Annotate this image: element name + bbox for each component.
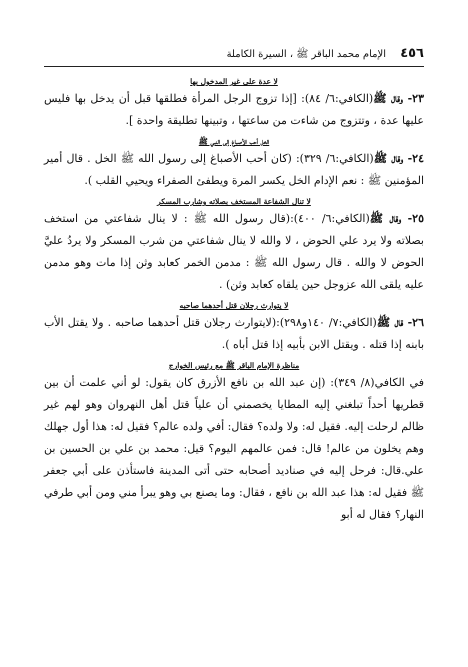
section-paragraph [44, 312, 424, 356]
section-heading: لا عدة على غير المدخول بها [190, 77, 278, 86]
item-number: ٢٤- وقال ﷺ [373, 152, 424, 165]
item-text: (الكافي:٦/ ٤٠٠):(قال رسول الله ﷺ : لا ينال شفاعتي من استخف بصلاته ولا يرد علي الحوض ، لا والله لا ينال شفاعتي من شرب المسكر ولا يردُ عليَّ الحوض لا والله . قال رسول الله ﷺ : مدمن الخمر كعابد وثن إذا مات وهو مدمن عليه يلقى الله عزوجل حين يلقاه كعابد وثن) . [44, 212, 424, 291]
page-body [44, 72, 424, 526]
page-header [44, 48, 424, 64]
section-paragraph [44, 88, 424, 132]
section-heading: لا تنال الشفاعة المستخف بصلاته وشارب المسكر [157, 197, 311, 206]
page-number: ٤٥٦ [400, 46, 424, 61]
section-heading: الخل أحب الأصباغ إلى النبي ﷺ [198, 137, 270, 146]
item-text: (الكافي:٦/ ٨٤): [إذا تزوج الرجل المرأة فطلقها قبل أن يدخل بها فليس عليها عدة ، وتتزوج من شاءت من ساعتها ، وتبينها تطليقة واحدة ]. [44, 92, 424, 127]
item-number: ٢٦- قال ﷺ [376, 316, 424, 329]
section-heading: لا يتوارث رجلان قتل أحدهما صاحبه [179, 301, 289, 310]
item-text: (الكافي:٧/ ١٤٠و٢٩٨):(لايتوارث رجلان قتل أحدهما صاحبه . ولا يقتل الأب بابنه إذا قتله . ويقتل الابن بأبيه إذا قتل أباه ). [44, 316, 424, 351]
item-text: (الكافي:٦/ ٣٢٩): (كان أحب الأصباغ إلى رسول الله ﷺ الخل . قال أمير المؤمنين ﷺ : نعم الإدام الخل يكسر المرة ويطفئ الصفراء ويحيي القلب ). [44, 152, 424, 187]
item-number: ٢٣- وقال ﷺ [373, 92, 424, 105]
section-paragraph [44, 148, 424, 192]
item-number: ٢٥- وقال ﷺ [369, 212, 424, 225]
item-text: في الكافي(٨/ ٣٤٩): (إن عبد الله بن نافع الأزرق كان يقول: لو أني علمت أن بين قطريها أحداً تبلغني إليه المطايا يخصمني أن علياً قتل أهل النهروان وهو لهم غير ظالم لرحلت إليه. فقيل له: ولا ولده؟ فقال: أفي ولده عالم؟ فقيل له: هذا أول جهلك وهم يخلون من عالم! قال: فمن عالمهم اليوم؟ قيل: محمد بن علي بن الحسين بن علي.قال: فرحل إليه في صناديد أصحابه حتى أتى المدينة فاستأذن على أبي جعفر ﷺ فقيل له: هذا عبد الله بن نافع ، فقال: وما يصنع بي وهو يبرأ مني ومن أبي طرفي النهار؟ فقال له أبو [44, 376, 424, 521]
running-title: الإمام محمد الباقر ﷺ ، السيرة الكاملة [226, 49, 386, 60]
section-paragraph [44, 372, 424, 526]
header-divider [44, 66, 424, 67]
section-heading: مناظرة الإمام الباقر ﷺ مع رئيس الخوارج [168, 361, 300, 370]
section-paragraph [44, 208, 424, 296]
